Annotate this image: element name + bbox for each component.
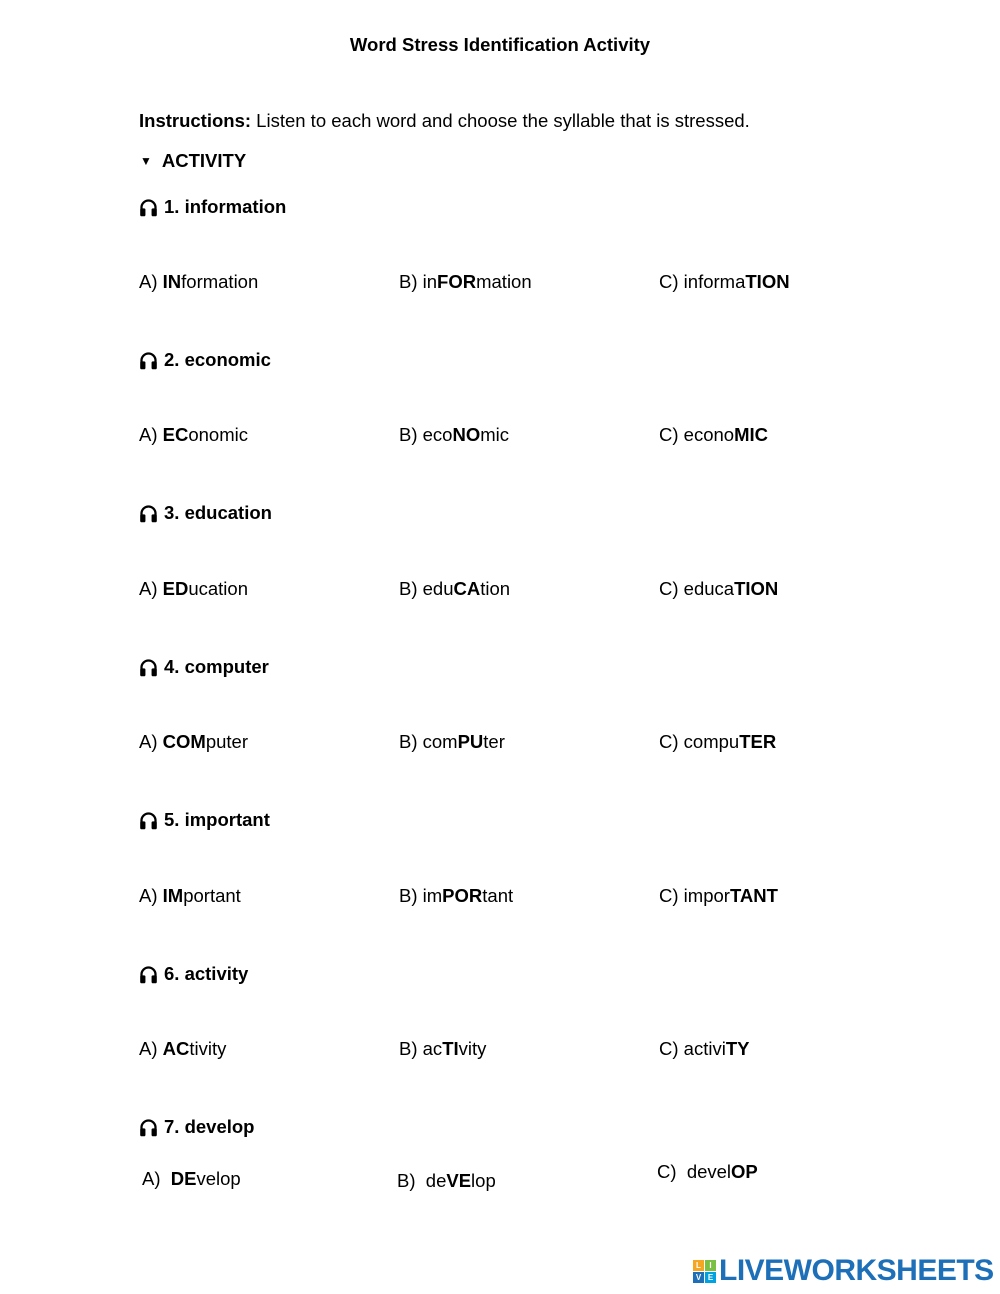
option-2-a[interactable] [139,424,248,446]
question-5 [138,809,270,831]
option-post: mation [476,271,532,292]
option-stress: IN [162,271,182,292]
option-pre: eco [422,424,453,445]
option-stress: POR [442,885,483,906]
option-pre: ac [422,1038,443,1059]
option-post: vity [458,1038,487,1059]
option-letter: B) [399,1038,418,1059]
option-stress: DE [170,1168,197,1189]
logo-mark-tile: V [693,1272,704,1283]
option-stress: TY [725,1038,750,1059]
option-letter: C) [657,1161,677,1182]
option-pre: edu [422,578,454,599]
question-4 [138,656,269,678]
logo-mark-icon [693,1260,716,1283]
logo-mark-tile: L [693,1260,704,1271]
option-stress: TI [442,1038,459,1059]
option-stress: VE [446,1170,472,1191]
option-4-c[interactable] [659,731,776,753]
question-3 [138,502,272,524]
option-5-b[interactable] [399,885,513,907]
option-pre: compu [683,731,740,752]
option-3-c[interactable] [659,578,778,600]
option-pre: econo [683,424,735,445]
headphones-icon[interactable] [138,197,159,218]
option-stress: ED [162,578,189,599]
option-post: portant [183,885,241,906]
option-letter: B) [399,271,418,292]
option-1-a[interactable] [139,271,258,293]
option-stress: FOR [437,271,477,292]
option-post: tant [482,885,514,906]
activity-toggle[interactable] [140,150,246,172]
option-post: velop [196,1168,241,1189]
logo-text: LIVEWORKSHEETS [719,1254,994,1287]
option-stress: COM [162,731,206,752]
option-letter: B) [399,885,418,906]
option-letter: C) [659,578,679,599]
option-6-a[interactable] [139,1038,226,1060]
option-pre: educa [683,578,735,599]
headphones-icon[interactable] [138,810,159,831]
question-label: 1. information [164,196,287,217]
option-stress: AC [162,1038,190,1059]
option-letter: B) [399,578,418,599]
question-label: 3. education [164,502,272,523]
option-stress: TION [734,578,779,599]
question-1 [138,196,286,218]
option-letter: A) [139,731,158,752]
option-stress: PU [457,731,484,752]
instructions-text: Listen to each word and choose the syllable that is stressed. [251,110,750,131]
option-letter: A) [139,578,158,599]
option-post: lop [471,1170,496,1191]
question-2 [138,349,271,371]
question-label: 7. develop [164,1116,255,1137]
question-label: 4. computer [164,656,269,677]
question-7 [138,1116,254,1138]
headphones-icon[interactable] [138,503,159,524]
option-stress: TANT [729,885,778,906]
option-stress: OP [731,1161,758,1182]
option-letter: A) [139,271,158,292]
option-letter: A) [139,885,158,906]
option-stress: CA [453,578,481,599]
option-space [416,1170,426,1191]
instructions [139,110,750,132]
page-title: Word Stress Identification Activity [349,34,651,55]
option-pre: im [422,885,443,906]
option-post: tivity [189,1038,227,1059]
option-5-c[interactable] [659,885,778,907]
option-1-c[interactable] [659,271,790,293]
activity-label: ACTIVITY [161,150,247,171]
option-7-c[interactable] [657,1161,758,1183]
option-7-b[interactable] [397,1170,496,1192]
option-stress: IM [162,885,184,906]
option-3-b[interactable] [399,578,510,600]
option-pre: com [422,731,458,752]
question-label: 2. economic [164,349,271,370]
option-7-a[interactable] [142,1168,241,1190]
triangle-down-icon: ▼ [140,154,152,168]
option-post: puter [205,731,248,752]
option-2-b[interactable] [399,424,509,446]
option-letter: C) [659,731,679,752]
option-6-b[interactable] [399,1038,486,1060]
option-post: ucation [188,578,248,599]
option-letter: A) [139,424,158,445]
option-stress: MIC [734,424,768,445]
headphones-icon[interactable] [138,350,159,371]
option-2-c[interactable] [659,424,768,446]
option-letter: C) [659,424,679,445]
option-space [677,1161,687,1182]
option-letter: B) [399,424,418,445]
option-4-a[interactable] [139,731,248,753]
option-letter: A) [142,1168,161,1189]
option-pre: impor [683,885,730,906]
option-3-a[interactable] [139,578,248,600]
option-letter: B) [397,1170,416,1191]
logo-mark-tile: E [705,1272,716,1283]
option-post: onomic [188,424,248,445]
option-post: formation [181,271,259,292]
option-pre: activi [683,1038,726,1059]
logo-mark-tile: I [705,1260,716,1271]
headphones-icon[interactable] [138,657,159,678]
headphones-icon[interactable] [138,1117,159,1138]
instructions-label: Instructions: [139,110,252,131]
option-stress: TER [739,731,777,752]
headphones-icon[interactable] [138,964,159,985]
option-stress: EC [162,424,189,445]
option-pre: in [422,271,438,292]
option-pre: de [425,1170,447,1191]
option-letter: A) [139,1038,158,1059]
option-stress: TION [745,271,790,292]
liveworksheets-logo [693,1254,994,1288]
option-stress: NO [452,424,481,445]
option-letter: B) [399,731,418,752]
question-label: 6. activity [164,963,249,984]
option-pre: devel [686,1161,732,1182]
option-1-b[interactable] [399,271,532,293]
option-post: tion [480,578,511,599]
option-letter: C) [659,885,679,906]
option-4-b[interactable] [399,731,505,753]
option-pre: informa [683,271,746,292]
option-post: ter [483,731,505,752]
option-5-a[interactable] [139,885,241,907]
question-6 [138,963,248,985]
option-letter: C) [659,1038,679,1059]
option-post: mic [480,424,509,445]
option-space [161,1168,171,1189]
option-6-c[interactable] [659,1038,749,1060]
option-letter: C) [659,271,679,292]
question-label: 5. important [164,809,270,830]
